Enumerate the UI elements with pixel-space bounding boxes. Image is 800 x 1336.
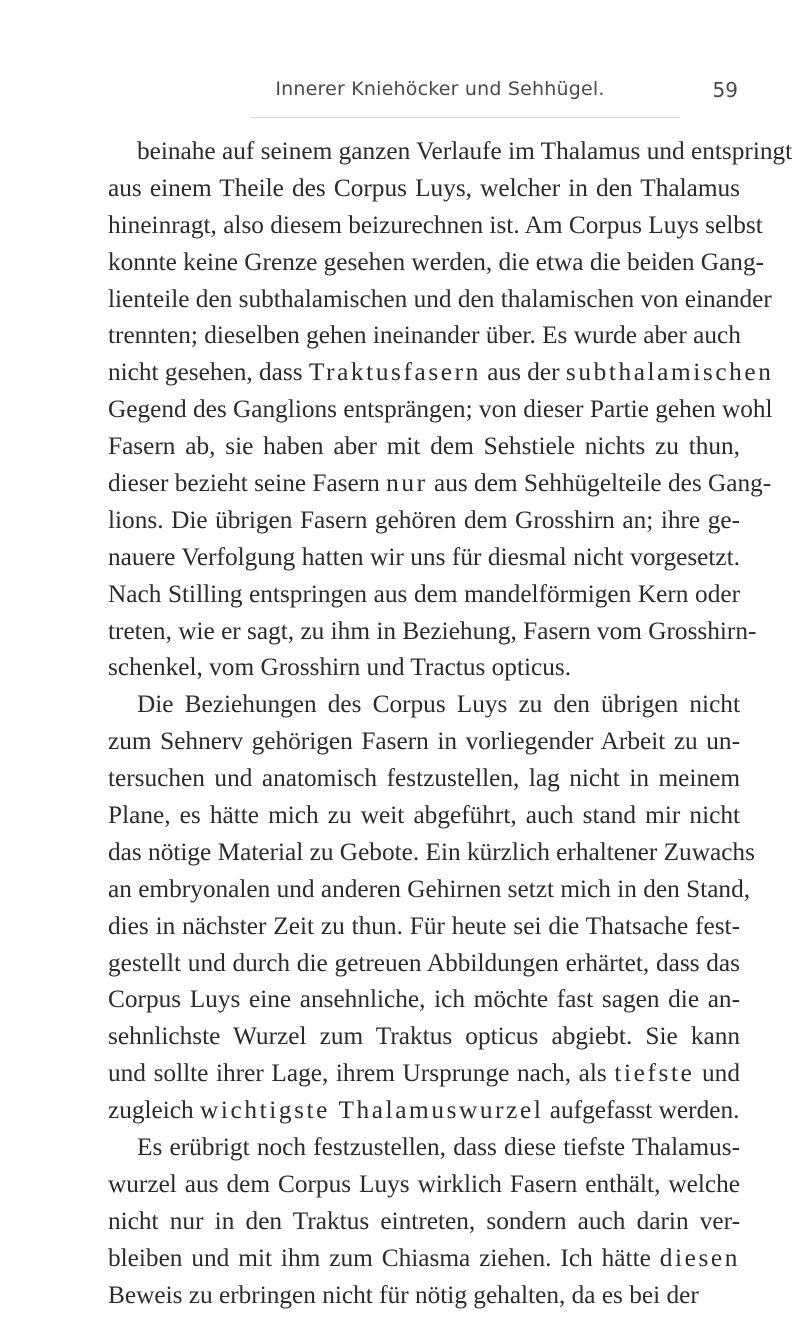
text-line <box>108 428 740 465</box>
text-line <box>108 281 772 318</box>
text-segment: nicht nur in den Traktus eintreten, sondern auch darin ver- <box>108 1206 740 1235</box>
text-line <box>108 1240 740 1277</box>
text-line <box>108 760 740 797</box>
text-line <box>108 871 751 908</box>
text-line <box>108 797 740 834</box>
text-segment: zugleich <box>108 1096 201 1125</box>
text-line <box>108 170 740 207</box>
text-segment: schenkel, vom Grosshirn und Tractus opticus. <box>108 653 572 682</box>
text-segment: sehnlichste Wurzel zum Traktus opticus abgiebt. Sie kann <box>108 1022 740 1051</box>
text-line <box>108 133 793 170</box>
text-line <box>108 1203 740 1240</box>
text-segment: bleiben und mit ihm zum Chiasma ziehen. Ich hätte <box>108 1243 660 1272</box>
text-line <box>108 1166 740 1203</box>
text-segment: Es erübrigt noch festzustellen, dass diese tiefste Thalamus- <box>137 1133 740 1162</box>
text-segment: nicht gesehen, dass <box>108 358 309 387</box>
text-line <box>108 981 740 1018</box>
header-rule <box>250 117 680 118</box>
text-line <box>108 539 740 576</box>
text-segment: zum Sehnerv gehörigen Fasern in vorliegender Arbeit zu un- <box>108 727 740 756</box>
text-segment: tersuchen und anatomisch festzustellen, lag nicht in meinem <box>108 764 740 793</box>
text-segment: an embryonalen und anderen Gehirnen setzt mich in den Stand, <box>108 874 751 903</box>
text-line <box>108 207 763 244</box>
text-line <box>108 576 740 613</box>
text-segment: und <box>694 1059 740 1088</box>
text-line <box>108 354 774 391</box>
text-line <box>108 945 740 982</box>
body-text <box>108 133 793 1314</box>
emphasized-text: wichtigste Thalamuswurzel <box>200 1096 544 1125</box>
text-segment: lienteile den subthalamischen und den thalamischen von einander <box>108 284 772 313</box>
text-segment: Nach Stilling entspringen aus dem mandelförmigen Kern oder <box>108 579 740 608</box>
text-segment: Beweis zu erbringen nicht für nötig gehalten, da es bei der <box>108 1280 699 1309</box>
emphasized-text: tiefste <box>614 1059 695 1088</box>
text-line <box>108 1092 740 1129</box>
text-segment: treten, wie er sagt, zu ihm in Beziehung, Fasern vom Grosshirn- <box>108 616 757 645</box>
text-line <box>108 686 740 723</box>
text-line <box>108 908 740 945</box>
text-segment: gestellt und durch die getreuen Abbildungen erhärtet, dass das <box>108 948 740 977</box>
emphasized-text: diesen <box>659 1243 740 1272</box>
text-line <box>108 391 773 428</box>
text-segment: konnte keine Grenze gesehen werden, die etwa die beiden Gang- <box>108 247 765 276</box>
text-segment: wurzel aus dem Corpus Luys wirklich Fasern enthält, welche <box>108 1169 740 1198</box>
text-segment: dies in nächster Zeit zu thun. Für heute sei die Thatsache fest- <box>108 911 740 940</box>
text-segment: nauere Verfolgung hatten wir uns für diesmal nicht vorgesetzt. <box>108 542 740 571</box>
text-line <box>108 1055 740 1092</box>
text-line <box>108 613 757 650</box>
text-line <box>108 244 765 281</box>
text-segment: beinahe auf seinem ganzen Verlaufe im Thalamus und entspringt <box>137 137 793 165</box>
text-segment: aufgefasst werden. <box>543 1096 740 1125</box>
text-segment: Fasern ab, sie haben aber mit dem Sehstiele nichts zu thun, <box>108 432 740 461</box>
text-line <box>108 317 740 354</box>
text-line <box>108 1129 740 1166</box>
text-segment: und sollte ihrer Lage, ihrem Ursprunge nach, als <box>108 1059 615 1088</box>
text-line <box>108 649 740 686</box>
text-segment: dieser bezieht seine Fasern <box>108 469 387 498</box>
text-line <box>108 465 772 502</box>
emphasized-text: Traktusfasern <box>308 358 481 387</box>
text-segment: aus der <box>480 358 566 387</box>
text-segment: Die Beziehungen des Corpus Luys zu den übrigen nicht <box>137 690 740 719</box>
text-line <box>108 723 740 760</box>
text-segment: trennten; dieselben gehen ineinander über. Es wurde aber auch <box>108 321 741 350</box>
text-line <box>108 1018 740 1055</box>
text-line <box>108 834 755 871</box>
text-segment: lions. Die übrigen Fasern gehören dem Grosshirn an; ihre ge- <box>108 505 740 534</box>
text-segment: Gegend des Ganglions entsprängen; von dieser Partie gehen wohl <box>108 395 773 424</box>
emphasized-text: subthalamischen <box>565 358 774 387</box>
text-segment: hineinragt, also diesem beizurechnen ist. Am Corpus Luys selbst <box>108 210 763 239</box>
text-segment: Plane, es hätte mich zu weit abgeführt, auch stand mir nicht <box>108 801 740 830</box>
text-segment: das nötige Material zu Gebote. Ein kürzlich erhaltener Zuwachs <box>108 837 755 866</box>
text-segment: aus dem Sehhügelteile des Gang- <box>427 469 772 498</box>
text-line <box>108 1277 740 1314</box>
running-title: Innerer Kniehöcker und Sehhügel. <box>275 78 605 100</box>
emphasized-text: nur <box>386 469 428 498</box>
running-head <box>140 78 740 106</box>
text-segment: Corpus Luys eine ansehnliche, ich möchte fast sagen die an- <box>108 985 740 1014</box>
page-number: 59 <box>712 78 738 102</box>
text-line <box>108 502 740 539</box>
text-segment: aus einem Theile des Corpus Luys, welcher in den Thalamus <box>108 173 740 202</box>
